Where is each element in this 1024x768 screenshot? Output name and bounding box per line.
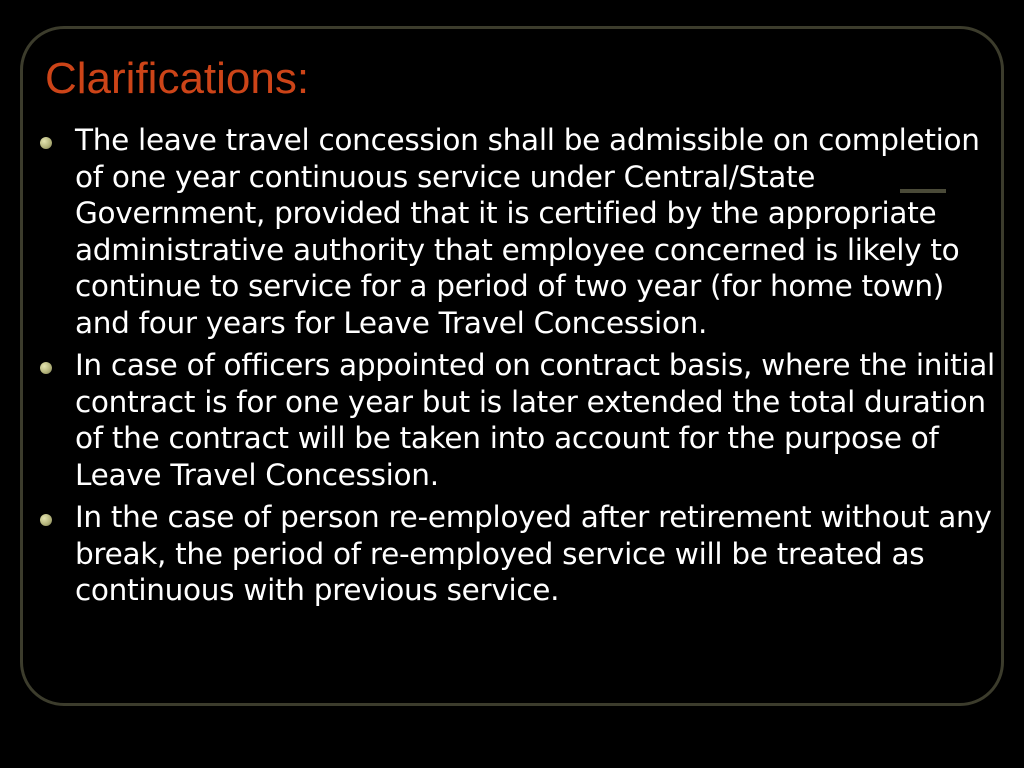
bullet-item <box>37 499 997 609</box>
bullet-text: The leave travel concession shall be admissible on completion of one year continuous service under Central/State Government, provided that it is certified by the appropriate administrative authority that employee concerned is likely to continue to service for a period of two year (for home town) and four years for Leave Travel Concession. <box>75 123 980 340</box>
bullet-item <box>37 122 997 341</box>
bullet-item <box>37 347 997 493</box>
slide-title: Clarifications: <box>45 54 310 103</box>
bullet-dot-icon <box>40 137 52 149</box>
bullet-dot-icon <box>40 514 52 526</box>
bullet-text: In the case of person re-employed after retirement without any break, the period of re-employed service will be treated as continuous with previous service. <box>75 500 992 607</box>
bullet-list <box>37 122 997 615</box>
bullet-text: In case of officers appointed on contract basis, where the initial contract is for one year but is later extended the total duration of the contract will be taken into account for the purpose of Leave Travel Concession. <box>75 348 995 492</box>
bullet-dot-icon <box>40 362 52 374</box>
